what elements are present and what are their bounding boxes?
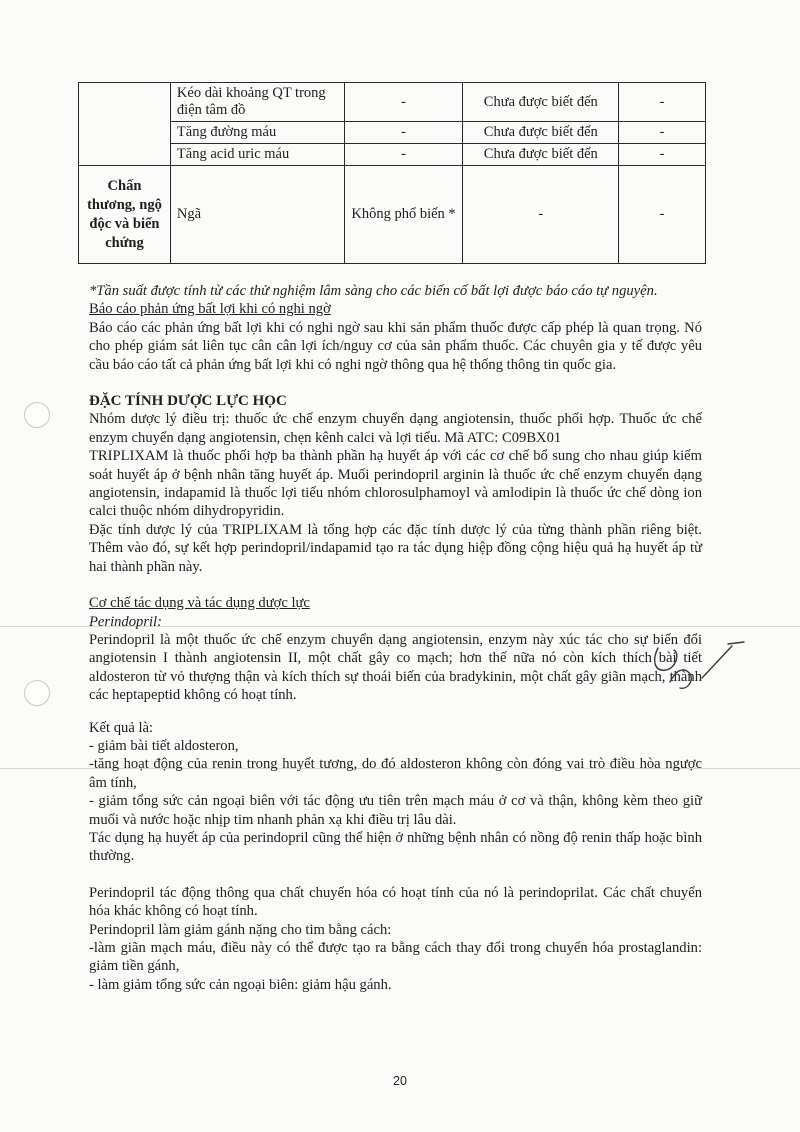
handwritten-initial-mark <box>640 640 750 700</box>
mechanism-heading: Cơ chế tác dụng và tác dụng dược lực <box>89 595 310 612</box>
table-cell-group: Chấn thương, ngộ độc và biến chứng <box>79 166 171 264</box>
table-cell: - <box>619 122 706 144</box>
list-item: -tăng hoạt động của renin trong huyết tương, do đó aldosteron không còn đóng vai trò điều hòa ngược âm tính, <box>89 756 702 791</box>
punch-hole <box>24 680 50 706</box>
table-cell: - <box>344 144 463 166</box>
table-cell: - <box>619 144 706 166</box>
paragraph: Perindopril là một thuốc ức chế enzym chuyển dạng angiotensin, enzym này xúc tác cho sự biến đổi angiotensin I thành angiotensin II, một chất gây co mạch; hơn thế nữa nó còn kích thích bài tiết aldosteron từ vỏ thượng thận và kích thích sự thoái biến của bradykinin, một chất gây giãn mạch, thành các heptapeptid không có hoạt tính. <box>89 631 702 704</box>
list-item: - làm giảm tổng sức cản ngoại biên: giảm hậu gánh. <box>89 976 392 993</box>
body-text <box>89 282 702 994</box>
table-row <box>79 83 706 122</box>
reporting-paragraph: Báo cáo các phản ứng bất lợi khi có nghi ngờ sau khi sản phẩm thuốc được cấp phép là quan trọng. Nó cho phép giám sát liên tục cân cân lợi ích/nguy cơ của sản phẩm thuốc. Các chuyên gia y tế được yêu cầu báo cáo tất cả phản ứng bất lợi khi có nghi ngờ thông qua hệ thống thông tin quốc gia. <box>89 319 702 373</box>
table-cell: Không phổ biến * <box>344 166 463 264</box>
list-item: - giảm tổng sức cản ngoại biên với tác động ưu tiên trên mạch máu ở cơ và thận, không kèm theo giữ muối và nước hoặc nhịp tim nhanh phản xạ khi điều trị lâu dài. <box>89 793 702 828</box>
paragraph: TRIPLIXAM là thuốc phối hợp ba thành phần hạ huyết áp với các cơ chế bổ sung cho nhau giúp kiểm soát huyết áp ở bệnh nhân tăng huyết áp. Muối perindopril arginin là thuốc ức chế enzym chuyển dạng angiotensin, indapamid là thuốc lợi tiểu nhóm chlorosulphamoyl và amlodipin là thuốc ức chế dòng ion calci thuộc nhóm dihydropyridin. <box>89 448 702 520</box>
list-item: -làm giãn mạch máu, điều này có thể được tạo ra bằng cách thay đổi trong chuyển hóa prostaglandin: giảm tiền gánh, <box>89 940 702 975</box>
result-intro: Kết quả là: <box>89 719 154 736</box>
frequency-note: *Tần suất được tính từ các thử nghiệm lâm sàng cho các biến cố bất lợi được báo cáo tự nguyện. <box>89 283 658 299</box>
table-cell-event: Ngã <box>170 166 344 264</box>
table-cell-event: Kéo dài khoảng QT trong điện tâm đồ <box>170 83 344 122</box>
table-row <box>79 122 706 144</box>
table-cell: - <box>463 166 619 264</box>
perindopril-subheading: Perindopril: <box>89 613 162 630</box>
table-cell: - <box>619 83 706 122</box>
pharmacodynamics-heading: ĐẶC TÍNH DƯỢC LỰC HỌC <box>89 393 287 410</box>
table-cell: - <box>344 122 463 144</box>
paragraph: Tác dụng hạ huyết áp của perindopril cũng thể hiện ở những bệnh nhân có nồng độ renin thấp hoặc bình thường. <box>89 829 702 865</box>
table-cell: Chưa được biết đến <box>463 144 619 166</box>
table-cell: - <box>344 83 463 122</box>
table-cell: Chưa được biết đến <box>463 122 619 144</box>
page-number: 20 <box>393 1074 407 1088</box>
reporting-heading: Báo cáo phản ứng bất lợi khi có nghi ngờ <box>89 301 331 318</box>
table-row <box>79 144 706 166</box>
paragraph: Nhóm dược lý điều trị: thuốc ức chế enzym chuyển dạng angiotensin, thuốc phối hợp. Thuốc ức chế enzym chuyển dạng angiotensin, chẹn kênh calci và lợi tiểu. Mã ATC: C09BX01 <box>89 411 702 446</box>
paragraph: Perindopril làm giảm gánh nặng cho tim bằng cách: <box>89 921 392 938</box>
table-row <box>79 166 706 264</box>
table-cell: Chưa được biết đến <box>463 83 619 122</box>
paragraph: Đặc tính dược lý của TRIPLIXAM là tổng hợp các đặc tính dược lý của từng thành phần riêng biệt. Thêm vào đó, sự kết hợp perindopril/indapamid tạo ra tác dụng hiệp đồng cộng hiệu quả hạ huyết áp từ hai thành phần này. <box>89 521 702 575</box>
punch-hole <box>24 402 50 428</box>
table-cell-group <box>79 83 171 166</box>
table-cell: - <box>619 166 706 264</box>
table-cell-event: Tăng acid uric máu <box>170 144 344 166</box>
list-item: - giảm bài tiết aldosteron, <box>89 737 239 754</box>
table-cell-event: Tăng đường máu <box>170 122 344 144</box>
paragraph: Perindopril tác động thông qua chất chuyển hóa có hoạt tính của nó là perindoprilat. Các chất chuyển hóa khác không có hoạt tính. <box>89 884 702 920</box>
adverse-events-table <box>78 82 706 264</box>
